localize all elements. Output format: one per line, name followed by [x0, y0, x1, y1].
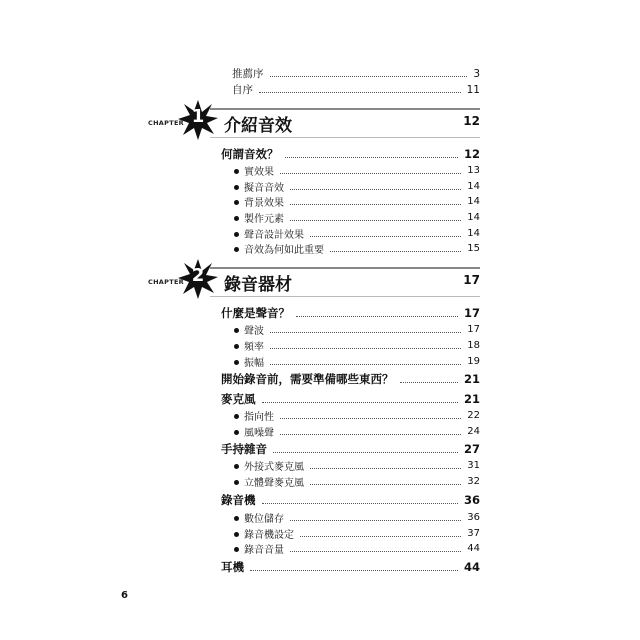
- toc-item-page: 15: [467, 243, 480, 254]
- leader-dots: [270, 332, 461, 333]
- leader-dots: [296, 316, 458, 317]
- toc-item-page: 14: [467, 228, 480, 239]
- toc-item-title: 背景效果: [244, 198, 284, 209]
- toc-item-page: 14: [467, 212, 480, 223]
- toc-item-page: 14: [467, 196, 480, 207]
- toc-item-title: 錄音機設定: [244, 530, 294, 541]
- bullet-icon: [234, 464, 239, 469]
- toc-section-page: 44: [463, 560, 480, 574]
- leader-dots: [250, 570, 458, 571]
- toc-section-title: 何謂音效？: [221, 147, 279, 161]
- leader-dots: [262, 503, 458, 504]
- toc-item-title: 頻率: [244, 342, 264, 353]
- leader-dots: [310, 468, 461, 469]
- chapter-label: CHAPTER: [148, 278, 184, 286]
- toc-item[interactable]: [234, 210, 480, 225]
- toc-item-title: 製作元素: [244, 214, 284, 225]
- toc-section[interactable]: [221, 146, 480, 162]
- bullet-icon: [234, 232, 239, 237]
- leader-dots: [310, 484, 461, 485]
- leader-dots: [280, 418, 461, 419]
- toc-section-page: 21: [463, 392, 480, 406]
- toc-item-title: 風噪聲: [244, 428, 274, 439]
- bullet-icon: [234, 360, 239, 365]
- toc-item-title: 擬音音效: [244, 183, 284, 194]
- toc-item-page: 24: [467, 426, 480, 437]
- toc-entry-page: 11: [466, 83, 480, 96]
- leader-dots: [290, 520, 461, 521]
- toc-item-title: 音效為何如此重要: [244, 245, 324, 256]
- toc-item-page: 22: [467, 410, 480, 421]
- toc-item-page: 19: [467, 356, 480, 367]
- toc-item-title: 立體聲麥克風: [244, 478, 304, 489]
- toc-item-title: 錄音音量: [244, 545, 284, 556]
- bullet-icon: [234, 216, 239, 221]
- toc-item[interactable]: [234, 458, 480, 473]
- toc-entry-preface[interactable]: [232, 66, 480, 81]
- leader-dots: [280, 173, 461, 174]
- toc-item-title: 聲波: [244, 326, 264, 337]
- toc-section-page: 12: [463, 147, 480, 161]
- leader-dots: [310, 236, 461, 237]
- bullet-icon: [234, 328, 239, 333]
- toc-item-title: 外接式麥克風: [244, 462, 304, 473]
- chapter-rule-top: [210, 108, 480, 110]
- toc-item-page: 31: [467, 460, 480, 471]
- toc-section-title: 開始錄音前，需要準備哪些東西？: [221, 372, 394, 386]
- toc-item[interactable]: [234, 408, 480, 423]
- bullet-icon: [234, 516, 239, 521]
- toc-item-title: 實效果: [244, 167, 274, 178]
- bullet-icon: [234, 247, 239, 252]
- leader-dots: [270, 364, 461, 365]
- chapter-page: 17: [463, 273, 480, 287]
- leader-dots: [290, 204, 461, 205]
- toc-section-title: 麥克風: [221, 392, 256, 406]
- toc-item-page: 14: [467, 181, 480, 192]
- leader-dots: [273, 452, 458, 453]
- leader-dots: [262, 402, 458, 403]
- bullet-icon: [234, 200, 239, 205]
- chapter-number: 1: [191, 106, 205, 127]
- toc-section-page: 36: [463, 493, 480, 507]
- toc-item-title: 指向性: [244, 412, 274, 423]
- toc-item-title: 聲音設計效果: [244, 230, 304, 241]
- toc-entry-page: 3: [473, 67, 480, 80]
- chapter-rule-top: [210, 267, 480, 269]
- leader-dots: [270, 76, 468, 77]
- leader-dots: [290, 220, 461, 221]
- leader-dots: [300, 536, 461, 537]
- toc-section-page: 27: [463, 442, 480, 456]
- toc-item[interactable]: [234, 322, 480, 337]
- toc-item[interactable]: [234, 194, 480, 209]
- bullet-icon: [234, 480, 239, 485]
- chapter-1-header[interactable]: [140, 108, 480, 138]
- bullet-icon: [234, 344, 239, 349]
- chapter-2-header[interactable]: [140, 267, 480, 297]
- toc-section-page: 21: [463, 372, 480, 386]
- toc-entry-title: 推薦序: [232, 68, 264, 80]
- bullet-icon: [234, 185, 239, 190]
- chapter-title: 介紹音效: [224, 116, 292, 136]
- toc-item-title: 振幅: [244, 358, 264, 369]
- toc-entry-author-preface[interactable]: [232, 82, 480, 97]
- chapter-rule-bottom: [210, 137, 480, 138]
- bullet-icon: [234, 169, 239, 174]
- toc-item-page: 18: [467, 340, 480, 351]
- toc-section-title: 耳機: [221, 560, 244, 574]
- toc-section-page: 17: [463, 306, 480, 320]
- toc-item-page: 32: [467, 476, 480, 487]
- chapter-page: 12: [463, 114, 480, 128]
- toc-item-page: 44: [467, 543, 480, 554]
- page-number: 6: [121, 590, 128, 601]
- bullet-icon: [234, 414, 239, 419]
- toc-item-page: 36: [467, 512, 480, 523]
- bullet-icon: [234, 547, 239, 552]
- toc-section-title: 錄音機: [221, 493, 256, 507]
- toc-item[interactable]: [234, 163, 480, 178]
- toc-section[interactable]: [221, 371, 480, 387]
- toc-item[interactable]: [234, 241, 480, 256]
- leader-dots: [400, 382, 458, 383]
- toc-item-page: 17: [467, 324, 480, 335]
- leader-dots: [290, 551, 461, 552]
- toc-item[interactable]: [234, 179, 480, 194]
- leader-dots: [330, 251, 461, 252]
- toc-item[interactable]: [234, 354, 480, 369]
- chapter-number: 2: [191, 265, 205, 286]
- bullet-icon: [234, 532, 239, 537]
- toc-item-page: 13: [467, 165, 480, 176]
- toc-entry-title: 自序: [232, 84, 253, 96]
- toc-item-title: 數位儲存: [244, 514, 284, 525]
- leader-dots: [285, 157, 458, 158]
- toc-section[interactable]: [221, 441, 480, 457]
- leader-dots: [259, 92, 461, 93]
- chapter-label: CHAPTER: [148, 119, 184, 127]
- chapter-title: 錄音器材: [224, 275, 292, 295]
- toc-item[interactable]: [234, 510, 480, 525]
- toc-section-title: 什麼是聲音？: [221, 306, 290, 320]
- toc-item[interactable]: [234, 474, 480, 489]
- toc-item[interactable]: [234, 541, 480, 556]
- toc-section[interactable]: [221, 559, 480, 575]
- toc-item[interactable]: [234, 424, 480, 439]
- toc-section[interactable]: [221, 492, 480, 508]
- chapter-rule-bottom: [210, 296, 480, 297]
- toc-item-page: 37: [467, 528, 480, 539]
- leader-dots: [290, 189, 461, 190]
- toc-section[interactable]: [221, 391, 480, 407]
- toc-item[interactable]: [234, 226, 480, 241]
- toc-item[interactable]: [234, 338, 480, 353]
- leader-dots: [270, 348, 461, 349]
- toc-section-title: 手持雜音: [221, 442, 267, 456]
- leader-dots: [280, 434, 461, 435]
- toc-item[interactable]: [234, 526, 480, 541]
- bullet-icon: [234, 430, 239, 435]
- toc-section[interactable]: [221, 305, 480, 321]
